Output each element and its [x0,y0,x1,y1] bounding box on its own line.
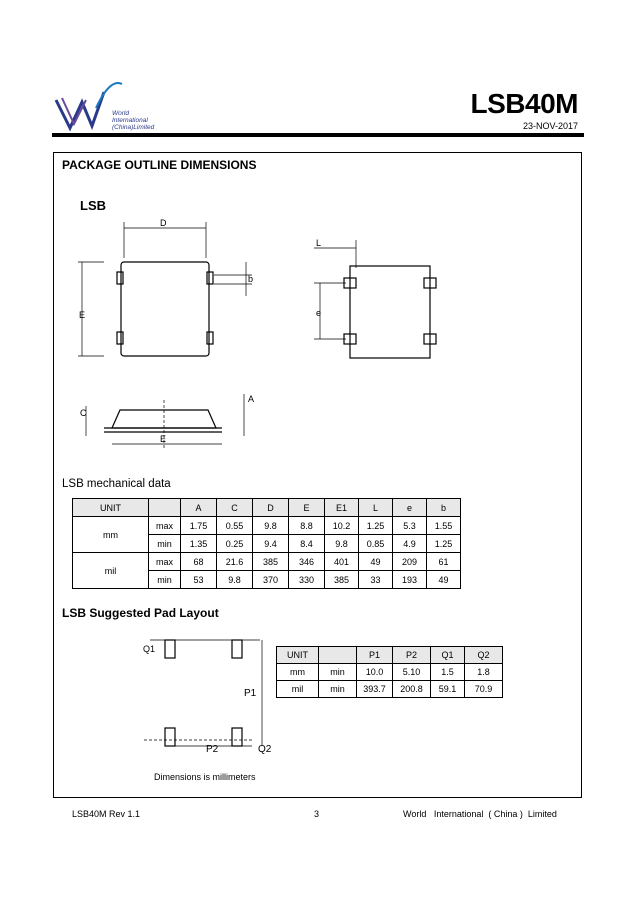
header-cell: b [427,499,461,517]
label-c: C [80,408,87,418]
table-cell: mil [277,681,319,698]
table-cell: 9.8 [253,517,289,535]
table-cell: 21.6 [217,553,253,571]
table-cell: 59.1 [431,681,465,698]
table-cell: 193 [393,571,427,589]
table-cell: 10.2 [325,517,359,535]
section-title: PACKAGE OUTLINE DIMENSIONS [62,158,257,172]
pad-data-table [276,646,503,698]
table-row [277,664,503,681]
table-cell: 370 [253,571,289,589]
table-cell: 209 [393,553,427,571]
table-cell: 70.9 [465,681,503,698]
table-cell: Q2 [465,647,503,664]
pad-bottom-right [232,728,242,746]
table-row [277,681,503,698]
table-cell: 1.35 [181,535,217,553]
mech-table-title: LSB mechanical data [62,478,171,490]
table-cell: UNIT [277,647,319,664]
table-cell: P2 [393,647,431,664]
kind-cell: max [149,553,181,571]
table-cell: 5.3 [393,517,427,535]
table-cell: 385 [253,553,289,571]
package-label: LSB [80,198,106,213]
table-cell: 8.4 [289,535,325,553]
table-cell: 33 [359,571,393,589]
table-cell: 0.25 [217,535,253,553]
table-cell: 0.85 [359,535,393,553]
label-d: D [160,218,167,228]
label-b: b [248,274,254,284]
table-cell: 49 [359,553,393,571]
top-view-body [121,262,209,356]
header-cell [149,499,181,517]
label-q1: Q1 [143,644,156,654]
table-header-row [277,647,503,664]
table-row [73,553,461,571]
table-cell: 401 [325,553,359,571]
table-cell: 61 [427,553,461,571]
table-cell: mm [277,664,319,681]
part-number: LSB40M [470,88,578,119]
table-cell: 200.8 [393,681,431,698]
table-cell: 49 [427,571,461,589]
table-cell: Q1 [431,647,465,664]
table-row [73,517,461,535]
kind-cell: max [149,517,181,535]
header-cell: UNIT [73,499,149,517]
document-date: 23-NOV-2017 [522,121,578,131]
pad-bottom-left [165,728,175,746]
table-cell: 0.55 [217,517,253,535]
header-cell: A [181,499,217,517]
table-cell: 68 [181,553,217,571]
kind-cell: min [149,535,181,553]
table-cell: min [319,681,357,698]
footer-company: World International ( China ) Limited [403,809,557,819]
table-cell: 9.8 [325,535,359,553]
table-cell: 1.55 [427,517,461,535]
table-cell: 385 [325,571,359,589]
header-cell: E [289,499,325,517]
table-cell: 8.8 [289,517,325,535]
table-cell: 1.5 [431,664,465,681]
table-cell: 346 [289,553,325,571]
unit-cell: mil [73,553,149,589]
header-cell: e [393,499,427,517]
pad-top-right [232,640,242,658]
header-cell: C [217,499,253,517]
table-cell: 5.10 [393,664,431,681]
table-cell [319,647,357,664]
label-a: A [248,394,255,404]
bottom-view-body [350,266,430,358]
table-cell: 1.25 [427,535,461,553]
table-cell: 1.8 [465,664,503,681]
header-cell: L [359,499,393,517]
table-cell: 9.4 [253,535,289,553]
mech-data-table [72,498,461,589]
label-p2: P2 [206,744,219,755]
footer-page-number: 3 [314,809,320,819]
dimensions-note: Dimensions is millimeters [154,772,256,782]
table-cell: 10.0 [357,664,393,681]
label-e1: E [160,434,167,444]
label-l: L [316,238,322,248]
table-cell: P1 [357,647,393,664]
table-cell: min [319,664,357,681]
table-cell: 330 [289,571,325,589]
pad-layout-title: LSB Suggested Pad Layout [62,606,219,620]
label-p1: P1 [244,688,257,699]
footer-revision: LSB40M Rev 1.1 [72,809,141,819]
kind-cell: min [149,571,181,589]
label-e: E [79,310,86,320]
logo-text: World International (China)Limited [112,110,155,131]
table-cell: 1.25 [359,517,393,535]
unit-cell: mm [73,517,149,553]
table-header-row [73,499,461,517]
pad-q1-top-left [165,640,175,658]
table-cell: 9.8 [217,571,253,589]
label-e-pitch: e [316,308,322,318]
table-cell: 4.9 [393,535,427,553]
label-q2: Q2 [258,744,272,755]
table-cell: 1.75 [181,517,217,535]
table-cell: 393.7 [357,681,393,698]
header-cell: D [253,499,289,517]
table-cell: 53 [181,571,217,589]
header-cell: E1 [325,499,359,517]
